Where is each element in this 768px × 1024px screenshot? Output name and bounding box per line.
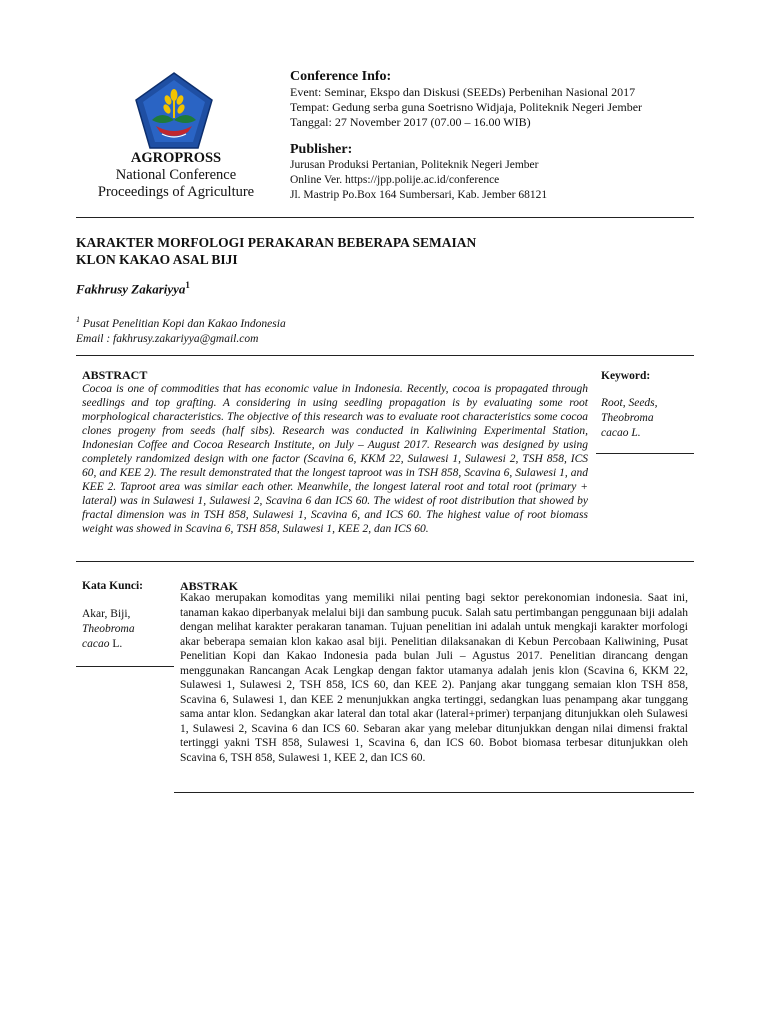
conference-venue: Tempat: Gedung serba guna Soetrisno Widjaja, Politeknik Negeri Jember	[290, 100, 643, 114]
conference-info-block	[290, 68, 710, 203]
author-name: Fakhrusy Zakariyya	[76, 281, 186, 297]
kata-kunci-heading: Kata Kunci:	[82, 580, 144, 592]
publisher-heading: Publisher:	[290, 142, 353, 157]
keyword-line-2: Theobroma	[601, 412, 654, 424]
keyword-divider	[596, 453, 694, 454]
header-divider	[76, 217, 694, 218]
paper-title-line-2: KLON KAKAO ASAL BIJI	[76, 252, 238, 267]
brand-name: AGROPROSS	[130, 150, 222, 166]
kata-kunci-line-1: Akar, Biji,	[82, 608, 131, 620]
kata-kunci-line-3-italic: cacao	[82, 638, 110, 650]
publisher-online-link[interactable]: Online Ver. https://jpp.polije.ac.id/conference	[290, 174, 500, 186]
author-email: Email : fakhrusy.zakariyya@gmail.com	[76, 332, 259, 345]
brand-block	[76, 150, 276, 201]
kata-kunci-divider	[76, 666, 174, 667]
brand-line-2: National Conference	[115, 167, 237, 183]
publisher-address: Jl. Mastrip Po.Box 164 Sumbersari, Kab. Jember 68121	[290, 189, 548, 201]
kata-kunci-line-2: Theobroma	[82, 623, 135, 635]
keyword-line-3: cacao L.	[601, 427, 641, 439]
brand-line-3: Proceedings of Agriculture	[97, 184, 255, 200]
kata-kunci-list	[82, 607, 172, 652]
paper-title-line-1: KARAKTER MORFOLOGI PERAKARAN BEBERAPA SEMAIAN	[76, 235, 477, 250]
publisher-org: Jurusan Produksi Pertanian, Politeknik Negeri Jember	[290, 159, 539, 171]
publisher-block	[290, 141, 710, 203]
keyword-list	[601, 396, 691, 441]
conference-heading: Conference Info:	[290, 69, 392, 84]
conference-event: Event: Seminar, Ekspo dan Diskusi (SEEDs) Perbenihan Nasional 2017	[290, 85, 636, 99]
abstract-top-divider	[76, 355, 694, 356]
abstrak-body: Kakao merupakan komoditas yang memiliki nilai penting bagi sektor perekonomian indonesia. Saat ini, tanaman kakao diperbanyak melalui biji dan sambung pucuk. Salah satu pertimbangan penggunaan biji adalah dengan melihat karakter perakaran tanaman. Tujuan penelitian ini adalah untuk mengkaji karakter morfologi akar beberapa semaian klon kakao asal biji. Penelitian dilaksanakan di Kebun Percobaan Kaliwining, Pusat Penelitian Kopi dan Kakao Indonesia pada bulan Juli – Agustus 2017. Penelitian dirancang dengan menggunakan Rancangan Acak Lengkap dengan faktor utamanya adalah jenis klon (Scavina 6, KKM 22, Sulawesi 1, Sulawesi 2, TSH 858, ICS 60, dan KEE 2). Panjang akar tunggang semaian klon TSH 858, Scavina 6, Sulawesi 1, dan KEE 2 menunjukkan angka tertinggi, sedangkan luas penampang akar tunggang sama antar klon. Sedangkan akar lateral dan total akar (lateral+primer) terpanjang ditunjukkan oleh Sulawesi 1, Sulawesi 2, Scavina 6 dan ICS 60. Sebaran akar yang melebar ditunjukkan dengan nilai dimensi fraktal tertinggi yakni TSH 858, Sulawesi 1, Scavina 6, dan ICS 60. Bobot biomasa terbesar ditunjukkan oleh Scavina 6, TSH 858, Sulawesi 1, KEE 2, dan ICS 60.	[180, 592, 688, 764]
keyword-line-1: Root, Seeds,	[601, 397, 658, 409]
conference-date: Tanggal: 27 November 2017 (07.00 – 16.00 WIB)	[290, 115, 531, 129]
abstrak-heading: ABSTRAK	[180, 579, 239, 593]
kata-kunci-line-3	[82, 637, 172, 652]
affiliation-superscript: 1	[76, 315, 80, 324]
paper-title	[76, 234, 636, 268]
paper-author	[76, 280, 190, 297]
abstract-bottom-divider	[76, 561, 694, 562]
keyword-heading: Keyword:	[601, 370, 651, 382]
kata-kunci-line-3-rest: L.	[109, 638, 123, 650]
abstrak-bottom-divider	[174, 792, 694, 793]
pentagon-emblem-icon	[132, 70, 216, 154]
abstract-body: Cocoa is one of commodities that has economic value in Indonesia. Recently, cocoa is propagated through seedlings and top grafting. A considering in using seedling propagation is by evaluating some root morphological characteristics. The objective of this research was to evaluate root characteristics some cocoa clones progeny from seeds (half sibs). Research was conducted in Kaliwining Experimental Station, Indonesian Coffee and Cocoa Research Institute, on July – August 2017. Research was designed by using completely randomized design with one factor (Scavina 6, KKM 22, Sulawesi 1, Sulawesi 2, TSH 858, ICS 60, and KEE 2). The result demonstrated that the longest taproot was in TSH 858, Scavina 6, Sulawesi 1, and KEE 2. Taproot area was similar each other. Meanwhile, the longest lateral root and total root (primary + lateral) was in Sulawesi 1, Sulawesi 2, Scavina 6 dan ICS 60. The widest of root distribution that showed by fractal dimension was in TSH 858, Sulawesi 1, Scavina 6, and ICS 60. The highest value of root biomass weight was showed in Scavina 6, TSH 858, Sulawesi 1, KEE 2, dan ICS 60.	[82, 383, 588, 535]
agropross-logo	[132, 70, 216, 154]
affiliation-line	[76, 312, 286, 332]
affiliation-text: Pusat Penelitian Kopi dan Kakao Indonesia	[80, 317, 286, 330]
affiliation-block	[76, 312, 286, 347]
author-superscript: 1	[185, 280, 190, 290]
abstract-heading: ABSTRACT	[82, 368, 148, 382]
